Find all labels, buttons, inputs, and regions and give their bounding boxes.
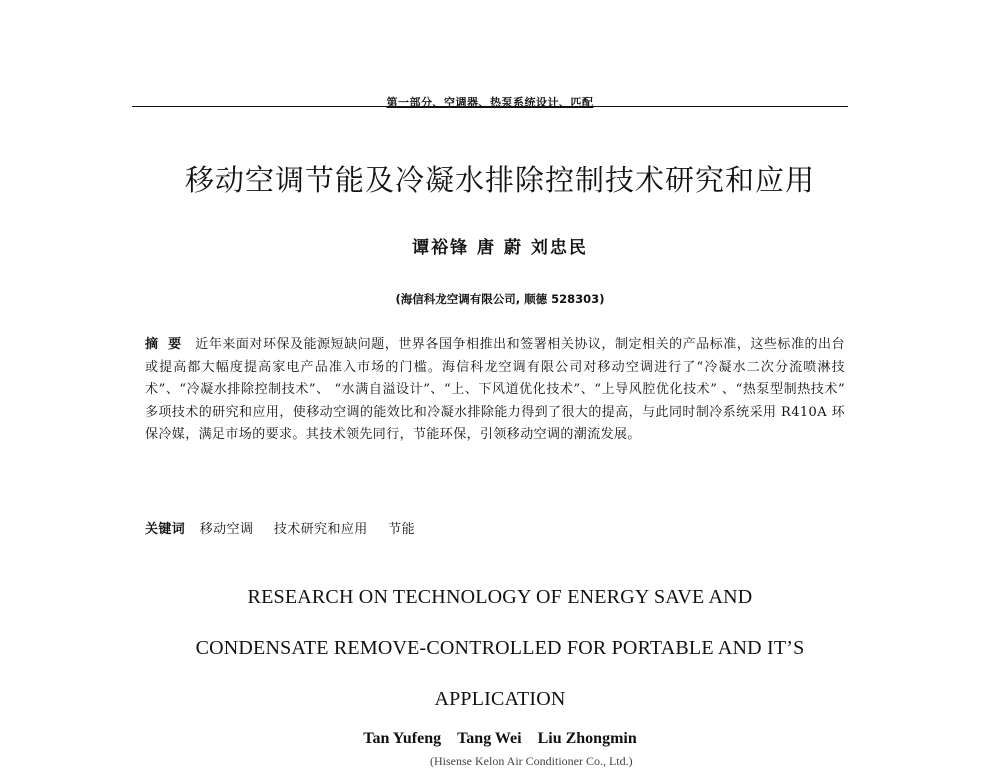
abstract-text: 近年来面对环保及能源短缺问题，世界各国争相推出和签署相关协议，制定相关的产品标准，这些标准的出台或提高都大幅度提高家电产品准入市场的门槛。海信科龙空调有限公司对移动空调进行了“冷凝水二次分流喷淋技术”、“冷凝水排除控制技术”、 “水满自溢设计”、“上、下风道优化技术”、“上导风腔优化技术” 、“热泵型制热技术” 多项技术的研究和应用，使移动空调的能效比和冷凝水排除能力得到了很大的提高，与此同时制冷系统采用 R410A 环保冷媒，满足市场的要求。其技术领先同行，节能环保，引领移动空调的潮流发展。 bbox=[145, 337, 845, 443]
paper-title-en-line-2: CONDENSATE REMOVE-CONTROLLED FOR PORTABLE AND IT’S bbox=[195, 637, 805, 659]
cut-off-affiliation-en: (Hisense Kelon Air Conditioner Co., Ltd.) bbox=[430, 754, 633, 768]
running-header-title: 第一部分、空调器、热泵系统设计、匹配 bbox=[386, 96, 594, 109]
abstract-label: 摘要 bbox=[145, 337, 192, 352]
author-en: Tang Wei bbox=[457, 730, 522, 747]
author-en: Tan Yufeng bbox=[363, 730, 442, 747]
keyword-item: 技术研究和应用 bbox=[273, 522, 368, 537]
keywords bbox=[145, 518, 431, 537]
authors-en bbox=[0, 730, 1000, 748]
abstract bbox=[145, 334, 845, 447]
running-header bbox=[132, 90, 848, 107]
paper-title-en-line-1: RESEARCH ON TECHNOLOGY OF ENERGY SAVE AND bbox=[247, 586, 753, 608]
affiliation-cn: (海信科龙空调有限公司, 顺德 528303) bbox=[395, 292, 605, 306]
keyword-item: 移动空调 bbox=[199, 522, 254, 537]
paper-title-en-line-3: APPLICATION bbox=[434, 688, 566, 710]
paper-title-cn: 移动空调节能及冷凝水排除控制技术研究和应用 bbox=[184, 163, 815, 197]
author-en: Liu Zhongmin bbox=[537, 730, 637, 747]
keywords-label: 关键词 bbox=[145, 522, 186, 537]
authors-cn: 谭裕锋 唐 蔚 刘忠民 bbox=[412, 238, 588, 258]
keyword-item: 节能 bbox=[388, 522, 416, 537]
